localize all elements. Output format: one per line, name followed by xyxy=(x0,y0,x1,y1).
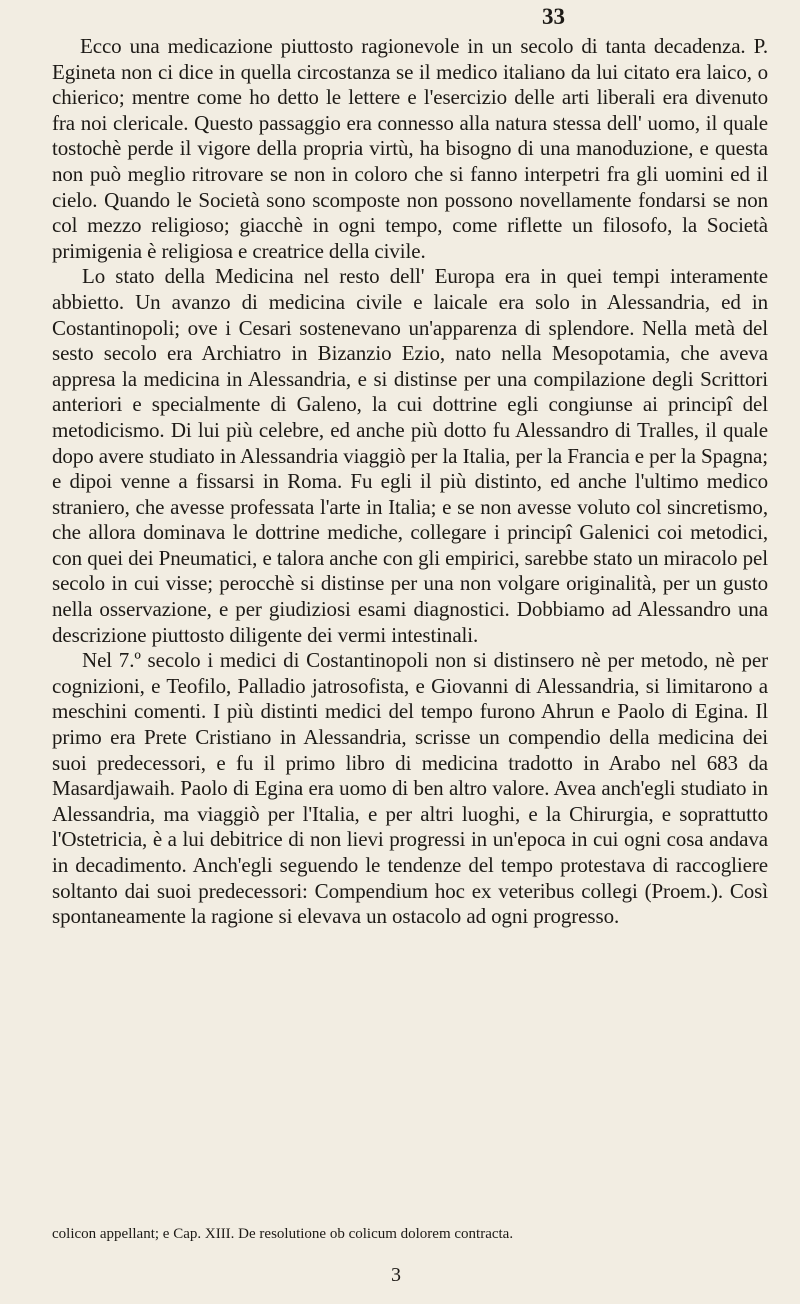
footnote: colicon appellant; e Cap. XIII. De resolutione ob colicum dolorem contracta. xyxy=(52,1226,514,1242)
paragraph-3: Nel 7.º secolo i medici di Costantinopoli non si distinsero nè per metodo, nè per cognizioni, e Teofilo, Palladio jatrosofista, e Giovanni di Alessandria, si limitarono a meschini comenti. I più distinti medici del tempo furono Ahrun e Paolo di Egina. Il primo era Prete Cristiano in Alessandria, scrisse un compendio della medicina dei suoi predecessori, e fu il primo libro di medicina tradotto in Arabo nel 683 da Masardjawaih. Paolo di Egina era uomo di ben altro valore. Avea anch'egli studiato in Alessandria, ma viaggiò per l'Italia, e per altri luoghi, e la Chirurgia, e soprattutto l'Ostetricia, è a lui debitrice di non lievi progressi in un'epoca in cui ogni cosa andava in decadimento. Anch'egli seguendo le tendenze del tempo protestava di raccogliere soltanto dai suoi predecessori: Compendium hoc ex veteribus collegi (Proem.). Così spontaneamente la ragione si elevava un ostacolo ad ogni progresso. xyxy=(52,648,768,929)
signature-mark: 3 xyxy=(391,1264,401,1286)
body-text xyxy=(52,34,768,930)
page-number: 33 xyxy=(542,4,565,29)
paragraph-2: Lo stato della Medicina nel resto dell' Europa era in quei tempi interamente abbietto. Un avanzo di medicina civile e laicale era solo in Alessandria, ed in Costantinopoli; ove i Cesari sostenevano un'apparenza di splendore. Nella metà del sesto secolo era Archiatro in Bizanzio Ezio, nato nella Mesopotamia, che aveva appresa la medicina in Alessandria, e si distinse per una compilazione degli Scrittori anteriori e specialmente di Galeno, la cui dottrine egli congiunse ai principî del metodicismo. Di lui più celebre, ed anche più dotto fu Alessandro di Tralles, il quale dopo avere studiato in Alessandria viaggiò per la Italia, per la Francia e per la Spagna; e dipoi venne a fissarsi in Roma. Fu egli il più distinto, ed anche l'ultimo medico straniero, che avesse professata l'arte in Italia; e se non avesse voluto col sincretismo, che allora dominava le dottrine mediche, collegare i principî Galenici coi metodici, con quei dei Pneumatici, e talora anche con gli empirici, sarebbe stato un miracolo pel secolo in cui visse; perocchè si distinse per una non volgare originalità, per un gusto nella osservazione, e per giudiziosi esami diagnostici. Dobbiamo ad Alessandro una descrizione piuttosto diligente dei vermi intestinali. xyxy=(52,264,768,647)
paragraph-1: Ecco una medicazione piuttosto ragionevole in un secolo di tanta decadenza. P. Egineta non ci dice in quella circostanza se il medico italiano da lui citato era laico, o chierico; mentre come ho detto le lettere e l'esercizio delle arti liberali era divenuto fra noi clericale. Questo passaggio era connesso alla natura stessa dell' uomo, il quale tostochè perde il vigore della propria virtù, ha bisogno di una manoduzione, e questa non può meglio ritrovare se non in coloro che si fanno interpetri fra gli uomini ed il cielo. Quando le Società sono scomposte non possono novellamente fondarsi se non col mezzo religioso; giacchè in ogni tempo, come riflette un filosofo, la Società primigenia è religiosa e creatrice della civile. xyxy=(52,34,768,263)
